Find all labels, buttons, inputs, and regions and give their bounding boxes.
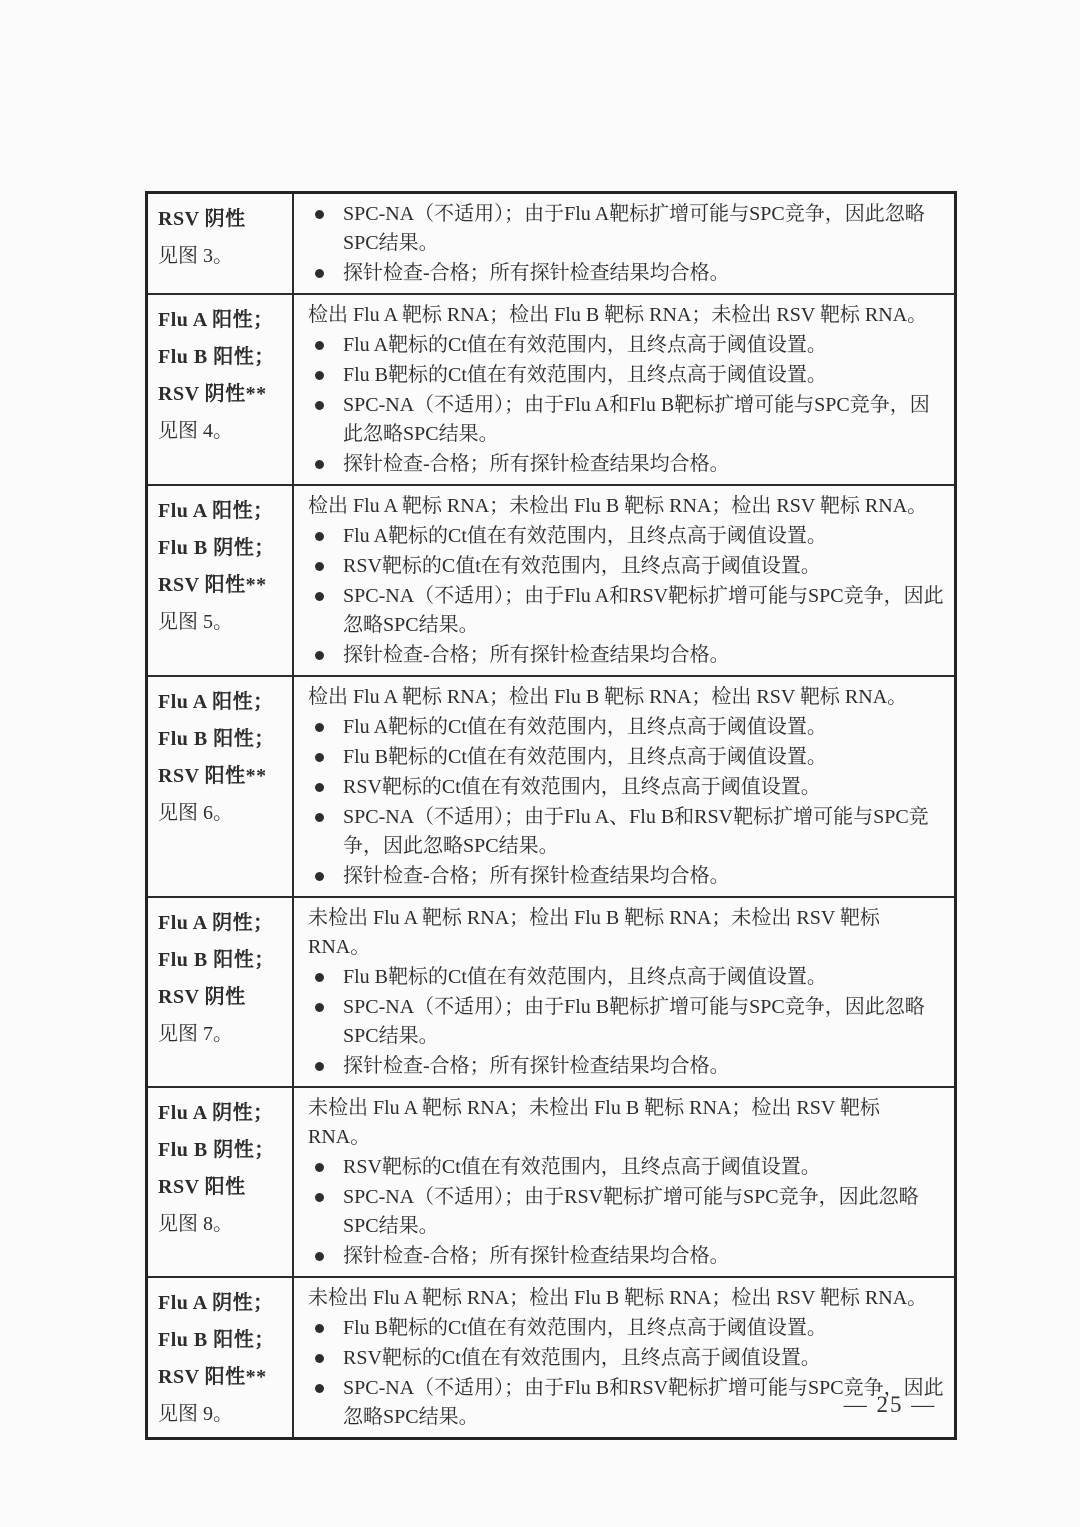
condition-label: RSV 阳性** — [158, 574, 267, 596]
bullet-icon — [315, 783, 324, 792]
bullet-item — [308, 1242, 944, 1271]
condition-label: RSV 阳性 — [158, 1176, 246, 1198]
bullet-icon — [315, 1193, 324, 1202]
bullet-text: SPC-NA（不适用）；由于Flu A、Flu B和RSV靶标扩增可能与SPC竞争，因此忽略SPC结果。 — [343, 806, 929, 857]
bullet-item — [308, 552, 944, 581]
bullet-text: RSV靶标的Ct值在有效范围内，且终点高于阈值设置。 — [343, 1347, 821, 1369]
bullet-icon — [315, 401, 324, 410]
condition-label: Flu B 阳性； — [158, 346, 275, 368]
bullet-icon — [315, 1384, 324, 1393]
bullet-icon — [315, 460, 324, 469]
bullet-text: Flu A靶标的Ct值在有效范围内，且终点高于阈值设置。 — [343, 716, 827, 738]
condition-label: RSV 阴性 — [158, 208, 246, 230]
bullet-text: SPC-NA（不适用）；由于Flu B靶标扩增可能与SPC竞争，因此忽略SPC结果。 — [343, 996, 925, 1047]
row-condition-cell — [148, 194, 294, 293]
intro-text: 未检出 Flu A 靶标 RNA；检出 Flu B 靶标 RNA；未检出 RSV 靶标 RNA。 — [308, 907, 880, 958]
bullet-item — [308, 450, 944, 479]
bullet-icon — [315, 872, 324, 881]
bullet-item — [308, 391, 944, 449]
bullet-item — [308, 862, 944, 891]
bullet-text: SPC-NA（不适用）；由于RSV靶标扩增可能与SPC竞争，因此忽略SPC结果。 — [343, 1186, 919, 1237]
bullet-item — [308, 1183, 944, 1241]
table-row — [148, 484, 954, 675]
bullet-icon — [315, 1003, 324, 1012]
bullet-icon — [315, 341, 324, 350]
condition-label: Flu A 阳性； — [158, 691, 274, 713]
bullet-text: 探针检查-合格；所有探针检查结果均合格。 — [343, 262, 730, 284]
bullet-text: Flu B靶标的Ct值在有效范围内，且终点高于阈值设置。 — [343, 1317, 827, 1339]
figure-ref: 见图 4。 — [158, 420, 233, 442]
bullet-item — [308, 773, 944, 802]
bullet-item — [308, 361, 944, 390]
condition-label: Flu B 阳性； — [158, 949, 275, 971]
bullet-icon — [315, 753, 324, 762]
bullet-text: Flu A靶标的Ct值在有效范围内，且终点高于阈值设置。 — [343, 525, 827, 547]
row-description-cell — [294, 677, 954, 896]
figure-ref: 见图 9。 — [158, 1403, 233, 1425]
bullet-item — [308, 582, 944, 640]
bullet-text: 探针检查-合格；所有探针检查结果均合格。 — [343, 453, 730, 475]
bullet-item — [308, 641, 944, 670]
row-condition-cell — [148, 677, 294, 896]
bullet-icon — [315, 592, 324, 601]
bullet-text: 探针检查-合格；所有探针检查结果均合格。 — [343, 1055, 730, 1077]
condition-label: Flu A 阴性； — [158, 1102, 274, 1124]
bullet-text: RSV靶标的Ct值在有效范围内，且终点高于阈值设置。 — [343, 1156, 821, 1178]
row-condition-cell — [148, 898, 294, 1086]
bullet-icon — [315, 813, 324, 822]
bullet-icon — [315, 1163, 324, 1172]
intro-text: 未检出 Flu A 靶标 RNA；检出 Flu B 靶标 RNA；检出 RSV 靶标 RNA。 — [308, 1287, 928, 1309]
table-row — [148, 293, 954, 484]
condition-label: Flu B 阴性； — [158, 537, 275, 559]
bullet-item — [308, 713, 944, 742]
bullet-icon — [315, 562, 324, 571]
bullet-icon — [315, 973, 324, 982]
condition-label: RSV 阴性** — [158, 383, 267, 405]
bullet-icon — [315, 532, 324, 541]
intro-text: 检出 Flu A 靶标 RNA；检出 Flu B 靶标 RNA；未检出 RSV 靶标 RNA。 — [308, 304, 928, 326]
condition-label: Flu B 阳性； — [158, 728, 275, 750]
condition-label: RSV 阴性 — [158, 986, 246, 1008]
row-description-cell — [294, 194, 954, 293]
row-condition-cell — [148, 1278, 294, 1437]
bullet-item — [308, 259, 944, 288]
intro-text: 检出 Flu A 靶标 RNA；检出 Flu B 靶标 RNA；检出 RSV 靶标 RNA。 — [308, 686, 908, 708]
bullet-icon — [315, 723, 324, 732]
condition-label: Flu B 阳性； — [158, 1329, 275, 1351]
bullet-text: SPC-NA（不适用）；由于Flu A和Flu B靶标扩增可能与SPC竞争，因此忽略SPC结果。 — [343, 394, 930, 445]
bullet-item — [308, 200, 944, 258]
bullet-icon — [315, 210, 324, 219]
table-row — [148, 675, 954, 896]
bullet-icon — [315, 1324, 324, 1333]
bullet-icon — [315, 1354, 324, 1363]
bullet-item — [308, 993, 944, 1051]
condition-label: Flu A 阴性； — [158, 1292, 274, 1314]
bullet-item — [308, 1344, 944, 1373]
row-condition-cell — [148, 1088, 294, 1276]
row-description-cell — [294, 486, 954, 675]
bullet-text: RSV靶标的Ct值在有效范围内，且终点高于阈值设置。 — [343, 776, 821, 798]
bullet-item — [308, 1153, 944, 1182]
table-row — [148, 896, 954, 1086]
bullet-text: 探针检查-合格；所有探针检查结果均合格。 — [343, 644, 730, 666]
bullet-text: 探针检查-合格；所有探针检查结果均合格。 — [343, 865, 730, 887]
intro-text: 检出 Flu A 靶标 RNA；未检出 Flu B 靶标 RNA；检出 RSV 靶标 RNA。 — [308, 495, 928, 517]
bullet-text: Flu B靶标的Ct值在有效范围内，且终点高于阈值设置。 — [343, 966, 827, 988]
bullet-item — [308, 743, 944, 772]
bullet-text: 探针检查-合格；所有探针检查结果均合格。 — [343, 1245, 730, 1267]
bullet-icon — [315, 269, 324, 278]
bullet-icon — [315, 1062, 324, 1071]
table-row — [148, 1086, 954, 1276]
bullet-item — [308, 331, 944, 360]
row-description-cell — [294, 295, 954, 484]
table-row — [148, 194, 954, 293]
intro-text: 未检出 Flu A 靶标 RNA；未检出 Flu B 靶标 RNA；检出 RSV 靶标 RNA。 — [308, 1097, 880, 1148]
figure-ref: 见图 7。 — [158, 1023, 233, 1045]
condition-label: Flu B 阴性； — [158, 1139, 275, 1161]
figure-ref: 见图 6。 — [158, 802, 233, 824]
bullet-text: Flu B靶标的Ct值在有效范围内，且终点高于阈值设置。 — [343, 364, 827, 386]
bullet-text: SPC-NA（不适用）；由于Flu B和RSV靶标扩增可能与SPC竞争，因此忽略SPC结果。 — [343, 1377, 944, 1428]
bullet-icon — [315, 651, 324, 660]
row-description-cell — [294, 898, 954, 1086]
bullet-text: Flu B靶标的Ct值在有效范围内，且终点高于阈值设置。 — [343, 746, 827, 768]
page-number: — 25 — — [843, 1392, 937, 1417]
bullet-text: SPC-NA（不适用）；由于Flu A靶标扩增可能与SPC竞争，因此忽略SPC结果。 — [343, 203, 925, 254]
bullet-item — [308, 522, 944, 551]
bullet-item — [308, 1052, 944, 1081]
results-table — [145, 191, 957, 1440]
condition-label: Flu A 阳性； — [158, 309, 274, 331]
bullet-item — [308, 1314, 944, 1343]
row-description-cell — [294, 1088, 954, 1276]
figure-ref: 见图 8。 — [158, 1213, 233, 1235]
bullet-item — [308, 803, 944, 861]
row-condition-cell — [148, 295, 294, 484]
bullet-text: Flu A靶标的Ct值在有效范围内，且终点高于阈值设置。 — [343, 334, 827, 356]
condition-label: RSV 阳性** — [158, 1366, 267, 1388]
bullet-icon — [315, 371, 324, 380]
bullet-text: SPC-NA（不适用）；由于Flu A和RSV靶标扩增可能与SPC竞争，因此忽略SPC结果。 — [343, 585, 944, 636]
condition-label: Flu A 阴性； — [158, 912, 274, 934]
row-condition-cell — [148, 486, 294, 675]
figure-ref: 见图 3。 — [158, 245, 233, 267]
figure-ref: 见图 5。 — [158, 611, 233, 633]
condition-label: Flu A 阳性； — [158, 500, 274, 522]
condition-label: RSV 阳性** — [158, 765, 267, 787]
bullet-item — [308, 963, 944, 992]
bullet-icon — [315, 1252, 324, 1261]
bullet-text: RSV靶标的C值t在有效范围内，且终点高于阈值设置。 — [343, 555, 821, 577]
